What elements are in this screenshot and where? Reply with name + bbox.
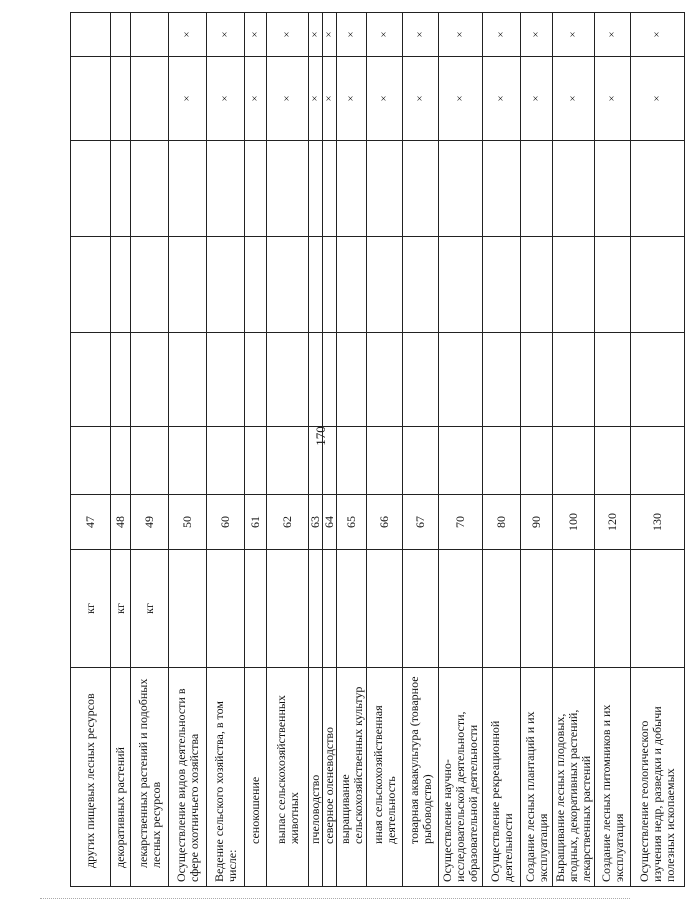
row-name-cell: лекарственных растений и подобных лесных ресурсов [131, 668, 169, 887]
row-unit-cell [439, 550, 483, 668]
row-name-cell: Осуществление видов деятельности в сфере охотничьего хозяйства [169, 668, 207, 887]
row-mark-cell: × [169, 57, 207, 141]
row-mark-cell [131, 13, 169, 57]
row-code-cell: 50 [169, 495, 207, 550]
row-value-cell [111, 237, 131, 333]
row-code-cell: 47 [71, 495, 111, 550]
row-unit-cell: кг [111, 550, 131, 668]
row-mark-cell: × [595, 57, 631, 141]
row-value-cell [111, 333, 131, 427]
row-code-cell: 65 [337, 495, 367, 550]
row-value-cell [323, 333, 337, 427]
row-value-cell [245, 427, 267, 495]
row-unit-cell [323, 550, 337, 668]
row-mark-cell: × [367, 57, 403, 141]
row-unit-cell [207, 550, 245, 668]
table-row [207, 13, 245, 887]
row-value-cell [521, 141, 553, 237]
row-unit-cell [267, 550, 309, 668]
row-value-cell [631, 141, 685, 237]
row-name-cell: Выращивание лесных плодовых, ягодных, декоративных растений, лекарственных растений [553, 668, 595, 887]
row-value-cell [403, 141, 439, 237]
row-mark-cell: × [521, 57, 553, 141]
row-name-cell: иная сельскохозяйственная деятельность [367, 668, 403, 887]
report-table-container [70, 13, 677, 887]
row-mark-cell: × [553, 57, 595, 141]
row-value-cell [367, 237, 403, 333]
row-code-cell: 61 [245, 495, 267, 550]
row-value-cell [309, 141, 323, 237]
row-name-cell: выращивание сельскохозяйственных культур [337, 668, 367, 887]
row-mark-cell: × [367, 13, 403, 57]
row-mark-cell: × [309, 57, 323, 141]
row-name-cell: северное оленеводство [323, 668, 337, 887]
row-value-cell [71, 141, 111, 237]
row-value-cell [595, 141, 631, 237]
table-row [337, 13, 367, 887]
row-value-cell [595, 237, 631, 333]
table-row [71, 13, 111, 887]
row-value-cell [337, 141, 367, 237]
table-row [367, 13, 403, 887]
row-value-cell [521, 237, 553, 333]
table-row [631, 13, 685, 887]
row-value-cell [367, 427, 403, 495]
row-value-cell [245, 333, 267, 427]
row-unit-cell [521, 550, 553, 668]
row-mark-cell: × [207, 57, 245, 141]
row-mark-cell: × [169, 13, 207, 57]
row-value-cell [169, 333, 207, 427]
row-value-cell [267, 141, 309, 237]
row-mark-cell: × [439, 13, 483, 57]
row-code-cell: 100 [553, 495, 595, 550]
row-code-cell: 67 [403, 495, 439, 550]
row-value-cell [439, 141, 483, 237]
row-value-cell [207, 427, 245, 495]
row-value-cell [131, 141, 169, 237]
row-value-cell [631, 333, 685, 427]
row-name-cell: товарная аквакультура (товарное рыбоводство) [403, 668, 439, 887]
table-row [595, 13, 631, 887]
row-name-cell: Ведение сельского хозяйства, в том числе: [207, 668, 245, 887]
row-unit-cell [337, 550, 367, 668]
row-code-cell: 62 [267, 495, 309, 550]
row-name-cell: декоративных растений [111, 668, 131, 887]
row-value-cell [367, 141, 403, 237]
row-unit-cell [553, 550, 595, 668]
row-value-cell [309, 237, 323, 333]
row-mark-cell: × [403, 13, 439, 57]
row-code-cell: 63 [309, 495, 323, 550]
row-value-cell [207, 237, 245, 333]
row-value-cell [521, 427, 553, 495]
row-value-cell [267, 427, 309, 495]
row-value-cell [439, 237, 483, 333]
row-mark-cell: × [439, 57, 483, 141]
row-value-cell [131, 237, 169, 333]
row-unit-cell [483, 550, 521, 668]
row-name-cell: Осуществление научно-исследовательской деятельности, образовательной деятельности [439, 668, 483, 887]
row-value-cell [337, 237, 367, 333]
row-code-cell: 120 [595, 495, 631, 550]
row-value-cell [483, 237, 521, 333]
row-mark-cell [111, 57, 131, 141]
row-mark-cell [71, 13, 111, 57]
row-unit-cell [631, 550, 685, 668]
row-value-cell [267, 333, 309, 427]
row-value-cell [309, 333, 323, 427]
table-row [483, 13, 521, 887]
table-row [169, 13, 207, 887]
row-code-cell: 130 [631, 495, 685, 550]
row-name-cell: сенокошение [245, 668, 267, 887]
row-value-cell [207, 141, 245, 237]
row-value-cell [367, 333, 403, 427]
row-code-cell: 90 [521, 495, 553, 550]
table-row [553, 13, 595, 887]
table-row [111, 13, 131, 887]
row-name-cell: других пищевых лесных ресурсов [71, 668, 111, 887]
row-mark-cell: × [323, 57, 337, 141]
row-value-cell [323, 427, 337, 495]
row-unit-cell [169, 550, 207, 668]
row-mark-cell: × [245, 57, 267, 141]
row-value-cell [595, 427, 631, 495]
row-mark-cell: × [267, 57, 309, 141]
table-row [439, 13, 483, 887]
row-value-cell [309, 427, 323, 495]
table-row [245, 13, 267, 887]
row-unit-cell [245, 550, 267, 668]
row-value-cell [323, 237, 337, 333]
row-value-cell [595, 333, 631, 427]
row-value-cell [631, 237, 685, 333]
row-mark-cell: × [553, 13, 595, 57]
row-code-cell: 80 [483, 495, 521, 550]
row-value-cell [439, 427, 483, 495]
row-mark-cell: × [403, 57, 439, 141]
row-value-cell [553, 141, 595, 237]
row-name-cell: выпас сельскохозяйственных животных [267, 668, 309, 887]
row-mark-cell [111, 13, 131, 57]
row-code-cell: 66 [367, 495, 403, 550]
row-value-cell [323, 141, 337, 237]
table-row [403, 13, 439, 887]
row-value-cell [207, 333, 245, 427]
row-mark-cell: × [337, 13, 367, 57]
table-row [131, 13, 169, 887]
row-unit-cell: кг [131, 550, 169, 668]
row-value-cell [553, 237, 595, 333]
row-mark-cell: × [207, 13, 245, 57]
page-number: 170 [313, 426, 328, 446]
table-row [521, 13, 553, 887]
row-name-cell: Создание лесных питомников и их эксплуатация [595, 668, 631, 887]
row-value-cell [439, 333, 483, 427]
row-value-cell [403, 237, 439, 333]
row-unit-cell [367, 550, 403, 668]
row-value-cell [483, 427, 521, 495]
row-value-cell [337, 427, 367, 495]
row-unit-cell [595, 550, 631, 668]
row-value-cell [403, 427, 439, 495]
row-value-cell [245, 141, 267, 237]
row-value-cell [71, 427, 111, 495]
row-value-cell [483, 141, 521, 237]
row-mark-cell: × [521, 13, 553, 57]
row-mark-cell: × [483, 13, 521, 57]
row-value-cell [483, 333, 521, 427]
row-mark-cell [131, 57, 169, 141]
row-unit-cell [403, 550, 439, 668]
row-value-cell [71, 333, 111, 427]
row-mark-cell: × [483, 57, 521, 141]
table-row [323, 13, 337, 887]
row-mark-cell: × [245, 13, 267, 57]
row-value-cell [169, 427, 207, 495]
report-table [70, 12, 685, 887]
row-value-cell [131, 333, 169, 427]
row-code-cell: 48 [111, 495, 131, 550]
row-value-cell [169, 141, 207, 237]
row-code-cell: 64 [323, 495, 337, 550]
row-name-cell: пчеловодство [309, 668, 323, 887]
row-mark-cell: × [337, 57, 367, 141]
table-row [267, 13, 309, 887]
row-value-cell [337, 333, 367, 427]
row-value-cell [111, 427, 131, 495]
row-code-cell: 49 [131, 495, 169, 550]
row-mark-cell: × [631, 13, 685, 57]
row-mark-cell: × [323, 13, 337, 57]
row-value-cell [111, 141, 131, 237]
row-value-cell [131, 427, 169, 495]
row-mark-cell: × [267, 13, 309, 57]
row-unit-cell: кг [71, 550, 111, 668]
row-name-cell: Осуществление геологического изучения недр, разведки и добычи полезных ископаемых [631, 668, 685, 887]
row-value-cell [521, 333, 553, 427]
table-row [309, 13, 323, 887]
row-mark-cell: × [309, 13, 323, 57]
row-name-cell: Осуществление рекреационной деятельности [483, 668, 521, 887]
scan-edge-line [40, 898, 630, 899]
row-unit-cell [309, 550, 323, 668]
row-mark-cell: × [595, 13, 631, 57]
row-mark-cell: × [631, 57, 685, 141]
row-code-cell: 70 [439, 495, 483, 550]
row-value-cell [267, 237, 309, 333]
row-mark-cell [71, 57, 111, 141]
row-value-cell [631, 427, 685, 495]
row-value-cell [71, 237, 111, 333]
row-value-cell [245, 237, 267, 333]
row-value-cell [169, 237, 207, 333]
row-value-cell [553, 333, 595, 427]
row-code-cell: 60 [207, 495, 245, 550]
row-name-cell: Создание лесных плантаций и их эксплуатация [521, 668, 553, 887]
row-value-cell [403, 333, 439, 427]
row-value-cell [553, 427, 595, 495]
